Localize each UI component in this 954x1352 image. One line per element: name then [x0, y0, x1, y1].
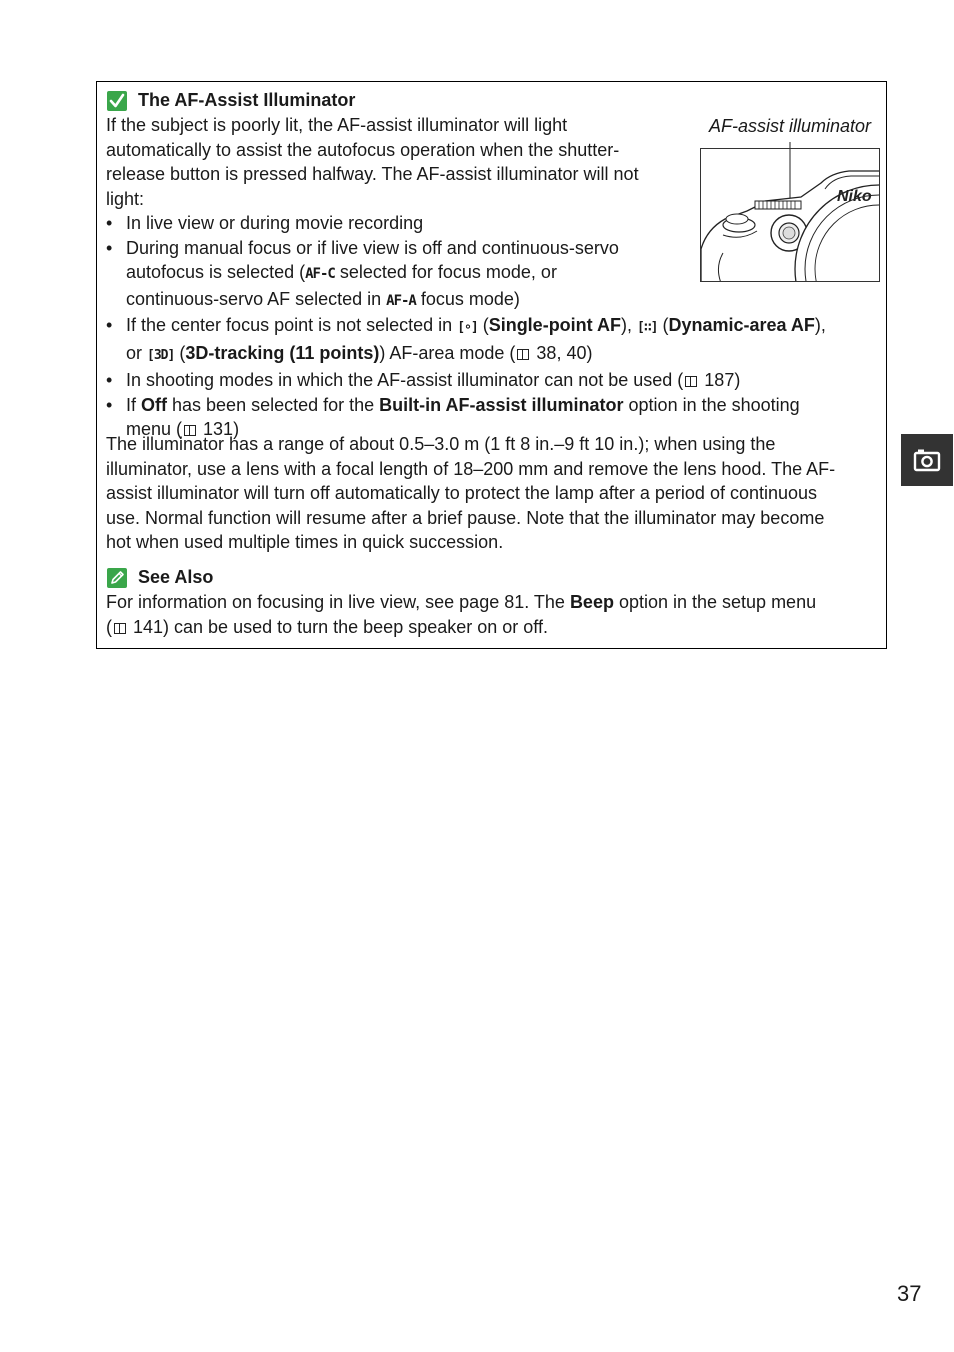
af-assist-heading: [107, 90, 355, 111]
book-reference-icon: [517, 349, 529, 360]
dynamic-area-af-icon: [∷]: [637, 320, 658, 335]
camera-icon: [913, 448, 941, 472]
af-c-mode-icon: AF-C: [305, 266, 335, 282]
see-also-text: For information on focusing in live view, see page 81. The Beep option in the setup menu ( 141) can be used to turn the beep speaker on or off.: [106, 592, 817, 637]
af-assist-intro: If the subject is poorly lit, the AF-assist illuminator will light automatically to assist the autofocus operation when the shutter- release button is pressed halfway. The AF-assist illuminator will not light:: [106, 115, 639, 209]
pencil-icon: [107, 568, 127, 588]
af-assist-illuminator-figure: [699, 112, 881, 284]
list-item: • During manual focus or if live view is off and continuous-servo autofocus is selected (AF-C selected for focus mode, or continuous-servo AF selected in AF-A focus mode): [106, 236, 881, 314]
af-assist-title: The AF-Assist Illuminator: [138, 90, 356, 110]
page-number: 37: [897, 1281, 922, 1306]
list-item: • In live view or during movie recording: [106, 211, 881, 236]
list-item: • In shooting modes in which the AF-assist illuminator can not be used ( 187): [106, 368, 881, 393]
see-also-heading: [107, 567, 213, 588]
figure-label: AF-assist illuminator: [708, 116, 872, 136]
3d-tracking-icon: [3D]: [147, 347, 175, 363]
checkmark-icon: [107, 91, 127, 111]
figure-brand: Niko: [837, 188, 872, 205]
af-a-mode-icon: AF-A: [386, 292, 416, 309]
af-assist-outro: The illuminator has a range of about 0.5–3.0 m (1 ft 8 in.–9 ft 10 in.); when using the illuminator, use a lens with a focal length of 18–200 mm and remove the lens hood. The AF- assist illuminator will turn off automatically to protect the lamp after a period of continuous use. Normal function will resume after a brief pause. Note that the illuminator may become hot when used multiple times in quick succession.: [106, 434, 836, 552]
book-reference-icon: [114, 623, 126, 634]
book-reference-icon: [685, 376, 697, 387]
list-item: • If Off has been selected for the Built-in AF-assist illuminator option in the shooting menu ( 131): [106, 393, 881, 442]
af-assist-note-box: [96, 81, 887, 649]
shooting-chapter-tab: [901, 434, 953, 486]
see-also-title: See Also: [138, 567, 214, 587]
camera-illustration: [700, 148, 880, 282]
camera-icon: [701, 149, 880, 282]
list-item: • If the center focus point is not selected in [∘] (Single-point AF), [∷] (Dynamic-area AF), or [3D] (3D-tracking (11 points)) AF-area mode ( 38, 40): [106, 313, 881, 368]
single-point-af-icon: [∘]: [457, 320, 478, 335]
